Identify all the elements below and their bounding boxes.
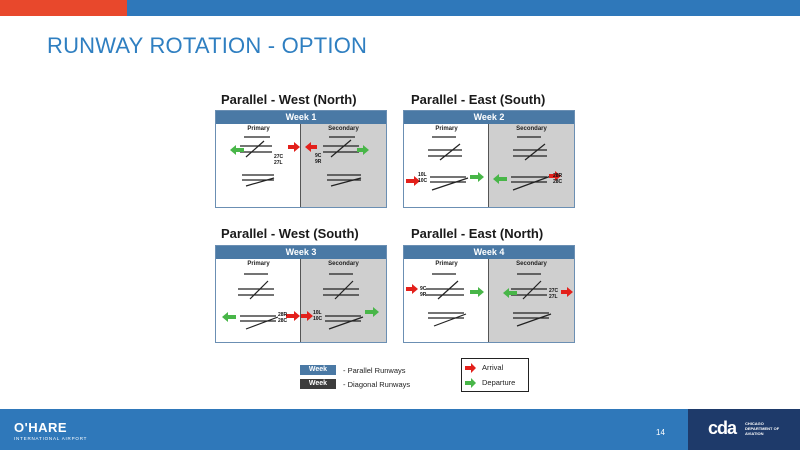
secondary-half (488, 124, 574, 207)
departure-arrow-icon (222, 312, 236, 322)
arrival-arrow-icon (305, 142, 317, 152)
departure-arrow-icon (365, 307, 379, 317)
arrival-arrow-icon (406, 284, 418, 294)
runway-diagram-secondary (301, 124, 387, 208)
secondary-label: Secondary (516, 261, 547, 267)
secondary-half (488, 259, 574, 342)
departure-arrow-icon (493, 174, 507, 184)
runway-label: 28C (553, 179, 563, 185)
arrival-arrow-icon (561, 287, 573, 297)
primary-half (216, 259, 301, 342)
panel-heading-week4: Parallel - East (North) (411, 226, 544, 241)
legend-week-swatch-parallel: Week (300, 365, 336, 375)
panel-heading-week1: Parallel - West (North) (221, 92, 357, 107)
runway-label: 28R (278, 312, 288, 318)
legend-diagonal-label: - Diagonal Runways (343, 380, 411, 389)
runway-label: 9R (420, 292, 427, 298)
runway-diagram-primary (404, 259, 490, 343)
runway-label: 9C (420, 286, 427, 292)
arrow-legend-box (461, 358, 529, 392)
primary-half (404, 259, 489, 342)
week-label: Week 1 (216, 111, 386, 124)
secondary-label: Secondary (516, 126, 547, 132)
week-label: Week 3 (216, 246, 386, 259)
legend-week-swatch-diagonal: Week (300, 379, 336, 389)
departure-arrow-icon (465, 378, 476, 388)
cda-logo: cda (708, 418, 737, 438)
secondary-label: Secondary (328, 126, 359, 132)
panel-heading-week3: Parallel - West (South) (221, 226, 359, 241)
primary-half (404, 124, 489, 207)
runway-label: 28C (278, 318, 288, 324)
runway-label: 10L (418, 172, 427, 178)
primary-label: Primary (435, 261, 458, 267)
departure-arrow-icon (470, 287, 484, 297)
runway-panel-week3 (215, 245, 387, 343)
arrival-arrow-icon (286, 311, 300, 321)
week-label: Week 2 (404, 111, 574, 124)
runway-panel-week1 (215, 110, 387, 208)
runway-diagram-secondary (301, 259, 387, 343)
runway-label: 27C (274, 154, 284, 160)
panel-heading-week2: Parallel - East (South) (411, 92, 546, 107)
runway-label: 10L (313, 310, 322, 316)
legend-departure-label: Departure (482, 378, 516, 387)
runway-label: 9R (315, 159, 322, 165)
cda-logo-text: CHICAGO DEPARTMENT OF AVIATION (745, 421, 780, 436)
runway-label: 9C (315, 153, 322, 159)
runway-label: 10C (418, 178, 428, 184)
runway-diagram-primary (216, 124, 302, 208)
legend-parallel-label: - Parallel Runways (343, 366, 406, 375)
arrival-arrow-icon (465, 363, 476, 373)
primary-label: Primary (247, 126, 270, 132)
secondary-half (300, 124, 386, 207)
slide-title: RUNWAY ROTATION - OPTION (47, 33, 368, 58)
arrival-arrow-icon (288, 142, 300, 152)
primary-label: Primary (435, 126, 458, 132)
arrival-arrow-icon (301, 311, 313, 321)
top-accent-bar-blue (127, 0, 800, 16)
runway-label: 27L (549, 294, 558, 300)
primary-label: Primary (247, 261, 270, 267)
runway-label: 27L (274, 160, 283, 166)
footer-bar (0, 409, 800, 450)
page-number: 14 (656, 428, 665, 437)
runway-label: 28R (553, 173, 563, 179)
runway-diagram-secondary (489, 124, 575, 208)
secondary-half (300, 259, 386, 342)
ohare-logo-subtitle: INTERNATIONAL AIRPORT (14, 436, 88, 441)
runway-diagram-secondary (489, 259, 575, 343)
runway-panel-week2 (403, 110, 575, 208)
week-label: Week 4 (404, 246, 574, 259)
legend-arrival-label: Arrival (482, 363, 504, 372)
ohare-logo: O'HARE (14, 420, 68, 435)
departure-arrow-icon (470, 172, 484, 182)
runway-label: 10C (313, 316, 323, 322)
runway-label: 27C (549, 288, 559, 294)
runway-diagram-primary (216, 259, 302, 343)
secondary-label: Secondary (328, 261, 359, 267)
top-accent-bar-orange (0, 0, 127, 16)
runway-panel-week4 (403, 245, 575, 343)
primary-half (216, 124, 301, 207)
runway-diagram-primary (404, 124, 490, 208)
